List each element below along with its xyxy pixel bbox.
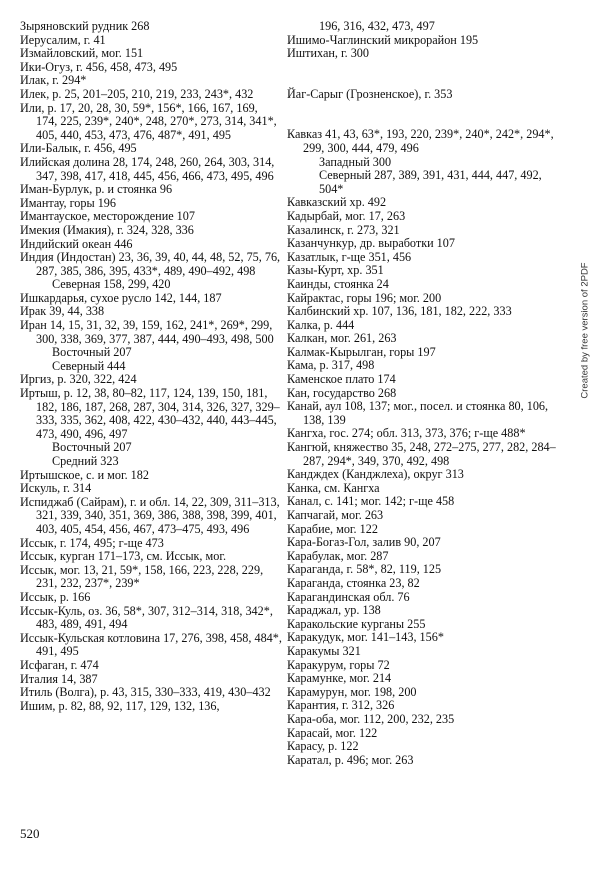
index-entry: Карагандинская обл. 76 [287, 589, 410, 604]
index-entry: Иман-Бурлук, р. и стоянка 96 [20, 182, 173, 197]
index-entry: Калкан, мог. 261, 263 [287, 331, 397, 346]
index-entry: Иерусалим, г. 41 [20, 32, 106, 47]
index-subentry: Северный 287, 389, 391, 431, 444, 447, 492, 504* [319, 168, 542, 196]
index-entry: Карабие, мог. 122 [287, 521, 378, 536]
index-entry: Каинды, стоянка 24 [287, 276, 389, 291]
index-entry: Калбинский хр. 107, 136, 181, 182, 222, 333 [287, 304, 512, 319]
index-entry: Или, р. 17, 20, 28, 30, 59*, 156*, 166, 167, 169, 174, 225, 239*, 240*, 248, 270*, 273, 314, 341*, 405, 440, 453, 473, 476, 487*, 491, 495 [20, 100, 277, 142]
index-entry: Индийский океан 446 [20, 236, 133, 251]
index-entry: Индия (Индостан) 23, 36, 39, 40, 44, 48, 52, 75, 76, 287, 385, 386, 395, 433*, 489, 490–492, 498 [20, 250, 281, 278]
section-gap [287, 101, 565, 128]
index-entry: Испиджаб (Сайрам), г. и обл. 14, 22, 309, 311–313, 321, 339, 340, 351, 369, 386, 388, 398, 399, 401, 403, 405, 454, 456, 467, 473–475, 493, 496 [20, 494, 280, 536]
section-gap [287, 61, 565, 88]
watermark-text: Created by free version of 2PDF [579, 261, 591, 399]
index-entry: Канай, аул 108, 137; мог., посел. и стоянка 80, 106, 138, 139 [287, 399, 549, 427]
index-entry: Имекия (Имакия), г. 324, 328, 336 [20, 222, 194, 237]
index-entry: Карантия, г. 312, 326 [287, 698, 395, 713]
watermark [578, 180, 592, 480]
index-entry: Или-Балык, г. 456, 495 [20, 141, 137, 156]
index-entry: Капчагай, мог. 263 [287, 508, 384, 522]
index-entry: Каракумы 321 [287, 643, 361, 658]
index-entry: Иссык-Куль, оз. 36, 58*, 307, 312–314, 318, 342*, 483, 489, 491, 494 [20, 603, 273, 632]
index-entry: Иссык-Кульская котловина 17, 276, 398, 458, 484*, 491, 495 [20, 630, 282, 659]
index-entry: Каракольские курганы 255 [287, 616, 426, 631]
index-subentry: Западный 300 [319, 154, 392, 169]
index-entry: Караджал, ур. 138 [287, 603, 381, 618]
index-entry: Карамунке, мог. 214 [287, 671, 392, 686]
index-entry: Кара-Богаз-Гол, залив 90, 207 [287, 535, 441, 550]
index-subentry: Средний 323 [52, 454, 119, 468]
index-entry: Карамурун, мог. 198, 200 [287, 684, 417, 699]
index-entry: Италия 14, 387 [20, 671, 98, 686]
index-entry: Ишим, р. 82, 88, 92, 117, 129, 132, 136, [20, 698, 220, 713]
index-entry: Кангха, гос. 274; обл. 313, 373, 376; г-ще 488* [287, 426, 526, 441]
index-entry: Кама, р. 317, 498 [287, 358, 375, 373]
index-entry: Каракудук, мог. 141–143, 156* [287, 630, 444, 645]
index-entry: Искуль, г. 314 [20, 481, 92, 496]
index-entry: Имантау, горы 196 [20, 195, 116, 210]
index-entry: Иран 14, 15, 31, 32, 39, 159, 162, 241*, 269*, 299, 300, 338, 369, 377, 387, 444, 490–493, 498, 500 [20, 318, 274, 346]
index-entry: Кара-оба, мог. 112, 200, 232, 235 [287, 711, 455, 726]
index-entry: Иссык, г. 174, 495; г-ще 473 [20, 535, 164, 550]
index-entry: Кан, государство 268 [287, 385, 397, 400]
index-entry: Карасай, мог. 122 [287, 725, 378, 740]
index-entry: Иртыш, р. 12, 38, 80–82, 117, 124, 139, 150, 181, 182, 186, 187, 268, 287, 304, 314, 326, 327, 329–333, 335, 362, 408, 422, 430–432, 440, 443–445, 473, 490, 496, 497 [20, 386, 280, 441]
index-entry: Илийская долина 28, 174, 248, 260, 264, 303, 314, 347, 398, 417, 418, 445, 456, 466, 473, 495, 496 [20, 154, 275, 183]
index-block-y [287, 88, 565, 102]
index-entry: Казы-Курт, хр. 351 [287, 263, 384, 278]
index-entry: Иссык, мог. 13, 21, 59*, 158, 166, 223, 228, 229, 231, 232, 237*, 239* [20, 562, 264, 591]
index-entry: Иргиз, р. 320, 322, 424 [20, 372, 137, 387]
index-entry: Йаг-Сарыг (Грозненское), г. 353 [287, 86, 453, 101]
index-entry: Исфаган, г. 474 [20, 657, 99, 672]
index-entry: Ирак 39, 44, 338 [20, 304, 105, 319]
index-entry: Иссык, р. 166 [20, 589, 91, 604]
index-entry: Казанчункур, др. выработки 107 [287, 236, 455, 251]
index-entry: Ики-Огуз, г. 456, 458, 473, 495 [20, 59, 178, 74]
index-entry: Каратал, р. 496; мог. 263 [287, 752, 414, 767]
index-entry: Ишкардарья, сухое русло 142, 144, 187 [20, 290, 222, 305]
index-entry: Кавказ 41, 43, 63*, 193, 220, 239*, 240*, 242*, 294*, 299, 300, 444, 479, 496 [287, 127, 554, 155]
index-entry: Калмак-Кырылган, горы 197 [287, 344, 436, 359]
index-subentry: Восточный 207 [52, 345, 132, 360]
index-column-left [20, 20, 282, 713]
index-entry: Каменское плато 174 [287, 372, 396, 387]
index-entry: Каракурум, горы 72 [287, 657, 390, 672]
index-entry: Карабулак, мог. 287 [287, 548, 389, 563]
index-entry: Кавказский хр. 492 [287, 195, 387, 210]
index-entry: Кангюй, княжество 35, 248, 272–275, 277, 282, 284–287, 294*, 349, 370, 492, 498 [287, 440, 556, 468]
index-entry: Калка, р. 444 [287, 317, 355, 332]
index-column-right [287, 20, 565, 767]
index-subentry: 196, 316, 432, 473, 497 [319, 19, 435, 33]
index-entry: Измайловский, мог. 151 [20, 46, 144, 61]
index-block-k [287, 128, 565, 767]
index-entry: Иссык, курган 171–173, см. Иссык, мог. [20, 549, 227, 564]
index-entry: Илек, р. 25, 201–205, 210, 219, 233, 243*, 432 [20, 86, 254, 101]
index-entry: Казатлык, г-ще 351, 456 [287, 249, 412, 264]
index-block-i [287, 20, 565, 61]
index-entry: Ишимо-Чаглинский микрорайон 195 [287, 32, 479, 47]
index-entry: Иртышское, с. и мог. 182 [20, 467, 149, 482]
page-number: 520 [20, 826, 40, 841]
index-entry: Канал, с. 141; мог. 142; г-ще 458 [287, 494, 455, 509]
index-entry: Кандждех (Канджлеха), округ 313 [287, 467, 464, 482]
index-entry: Кадырбай, мог. 17, 263 [287, 208, 406, 223]
index-entry: Казалинск, г. 273, 321 [287, 222, 400, 237]
index-subentry: Восточный 207 [52, 440, 132, 455]
index-entry: Караганда, стоянка 23, 82 [287, 575, 420, 590]
index-entry: Илак, г. 294* [20, 73, 87, 88]
index-entry: Кайрактас, горы 196; мог. 200 [287, 290, 442, 305]
index-entry: Итиль (Волга), р. 43, 315, 330–333, 419, 430–432 [20, 685, 271, 700]
index-subentry: Северный 444 [52, 358, 126, 373]
index-entry: Карасу, р. 122 [287, 739, 359, 754]
index-entry: Канка, см. Кангха [287, 480, 380, 495]
index-entry: Иштихан, г. 300 [287, 46, 369, 61]
index-entry: Имантауское, месторождение 107 [20, 209, 195, 224]
index-entry: Зыряновский рудник 268 [20, 19, 150, 33]
index-subentry: Северная 158, 299, 420 [52, 277, 171, 292]
index-entry: Караганда, г. 58*, 82, 119, 125 [287, 562, 442, 577]
